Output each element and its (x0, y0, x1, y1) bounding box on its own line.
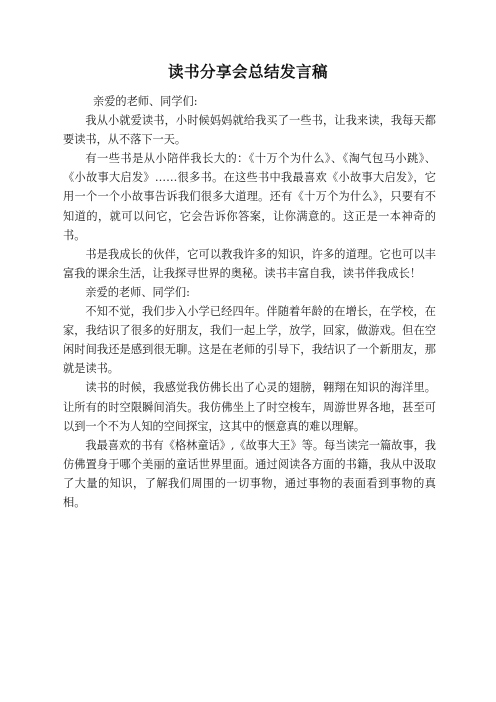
salutation: 亲爱的老师、同学们: (93, 95, 198, 108)
paragraph: 不知不觉，我们步入小学已经四年。伴随着年龄的在增长，在学校，在家，我结识了很多的好朋友，我们一起上学，放学，回家，做游戏。但在空闲时间我还是感到很无聊。这是在老师的引导下，我结识了一个新朋友，那就是读书。 (63, 305, 436, 376)
paragraph: 我最喜欢的书有《格林童话》,《故事大王》等。每当读完一篇故事，我仿佛置身于哪个美丽的童话世界里面。通过阅读各方面的书籍，我从中汲取了大量的知识，了解我们周围的一切事物，通过事物的表面看到事物的真相。 (63, 438, 436, 509)
paragraph-salutation: 亲爱的老师、同学们: (85, 285, 190, 299)
document-title: 读书分享会总结发言稿 (167, 63, 328, 81)
paragraph: 读书的时候，我感觉我仿佛长出了心灵的翅膀，翱翔在知识的海洋里。让所有的时空限瞬间消失。我仿佛坐上了时空梭车，周游世界各地，甚至可以到一个不为人知的空间探宝，这其中的惬意真的难以理解。 (63, 381, 436, 433)
document-body (63, 92, 436, 512)
paragraph: 有一些书是从小陪伴我长大的：《十万个为什么》、《淘气包马小跳》、《小故事大启发》……很多书。在这些书中我最喜欢《小故事大启发》，它用一个一个小故事告诉我们很多大道理。还有《十万个为什么》，只要有不知道的，就可以问它，它会告诉你答案，让你满意的。这正是一本神奇的书。 (63, 152, 436, 242)
paragraph: 书是我成长的伙伴，它可以教我许多的知识，许多的道理。它也可以丰富我的课余生活，让我探寻世界的奥秘。读书丰富自我，读书伴我成长！ (63, 247, 436, 280)
paragraph: 我从小就爱读书，小时候妈妈就给我买了一些书，让我来读，我每天都要读书，从不落下一天。 (63, 114, 436, 147)
